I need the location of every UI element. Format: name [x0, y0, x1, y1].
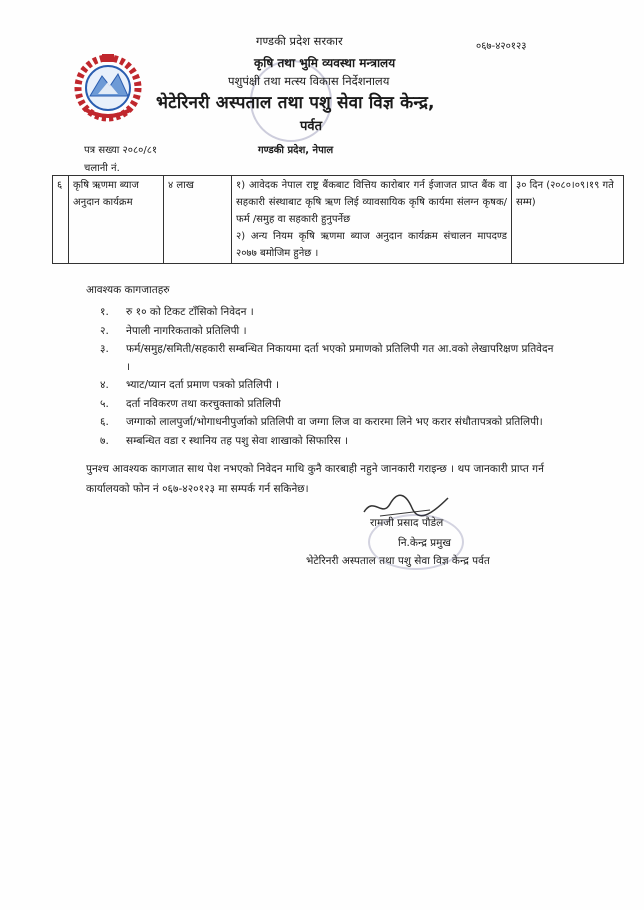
table-row	[53, 176, 624, 264]
letter-number: पत्र सख्या २०८०/८१	[84, 145, 158, 156]
list-item: ५. दर्ता नविकरण तथा करचुक्ताको प्रतिलिपी	[100, 397, 281, 410]
postscript-note: पुनश्च आवश्यक कागजात साथ पेश नभएको निवेदन माथि कुनै कारबाही नहुने जानकारी गराइन्छ । थप जानकारी प्राप्त गर्न कार्यालयको फोन नं ०६७-४२०१२३ मा सम्पर्क गर्न सकिनेछ।	[86, 463, 544, 495]
program-name: कृषि ऋणमा ब्याज अनुदान कार्यक्रम	[69, 176, 164, 264]
serial-number: ६	[53, 176, 69, 264]
office-name: भेटेरिनरी अस्पताल तथा पशु सेवा विज्ञ केन्द्र,	[156, 93, 435, 113]
eligibility-conditions	[232, 176, 512, 264]
signatory-office: भेटेरिनरी अस्पताल तथा पशु सेवा विज्ञ केन्द्र पर्वत	[306, 555, 490, 567]
condition-2: २) अन्य नियम कृषि ऋणमा ब्याज अनुदान कार्यक्रम संचालन मापदण्ड २०७७ बमोजिम हुनेछ ।	[236, 231, 507, 259]
list-item: ३. फर्म/समुह/समिती/सहकारी सम्बन्धित निकायमा दर्ता भएको प्रमाणको प्रतिलिपी गत आ.वको लेखापरिक्षण प्रतिवेदन ।	[100, 343, 554, 373]
list-item: ४. भ्याट/प्यान दर्ता प्रमाण पत्रको प्रतिलिपी ।	[100, 379, 280, 391]
signatory-name: रामजी प्रसाद पौडेल	[370, 517, 444, 529]
ministry-name: कृषि तथा भुमि व्यवस्था मन्त्रालय	[254, 56, 396, 70]
signatory-title: नि.केन्द्र प्रमुख	[398, 537, 451, 549]
budget-amount: ४ लाख	[164, 176, 232, 264]
application-deadline: ३० दिन (२०८०।०९।१९ गते सम्म)	[512, 176, 624, 264]
condition-1: १) आवेदक नेपाल राष्ट्र बैंकबाट वित्तिय कारोबार गर्न ईजाजत प्राप्त बैंक वा सहकारी संस्थाबाट कृषि ऋण लिई व्यावसायिक कृषि कार्यमा संलग्न कृषक/फर्म /समुह वा सहकारी हुनुपर्नेछ	[236, 180, 507, 225]
nepal-emblem-icon	[68, 48, 148, 130]
government-name: गण्डकी प्रदेश सरकार	[256, 34, 343, 48]
province-name: गण्डकी प्रदेश, नेपाल	[258, 145, 334, 156]
list-item: ६. जग्गाको लालपुर्जा/भोगाधनीपुर्जाको प्रतिलिपी वा जग्गा लिज वा करारमा लिने भए करार संधौतापत्रको प्रतिलिपी।	[100, 416, 543, 428]
list-item: ७. सम्बन्धित वडा र स्थानिय तह पशु सेवा शाखाको सिफारिस ।	[100, 434, 349, 447]
program-table	[52, 175, 624, 264]
list-item: १. रु १० को टिकट टाँसिको निवेदन ।	[100, 306, 254, 318]
dispatch-number: चलानी नं.	[84, 163, 120, 174]
directorate-name: पशुपंक्षी तथा मत्स्य विकास निर्देशनालय	[228, 74, 390, 88]
docs-heading: आवश्यक कागजातहरु	[86, 284, 170, 296]
office-location: पर्वत	[300, 119, 323, 134]
office-phone: ०६७-४२०१२३	[476, 41, 527, 52]
list-item: २. नेपाली नागरिकताको प्रतिलिपी ।	[100, 324, 247, 337]
required-documents-list	[100, 304, 560, 451]
